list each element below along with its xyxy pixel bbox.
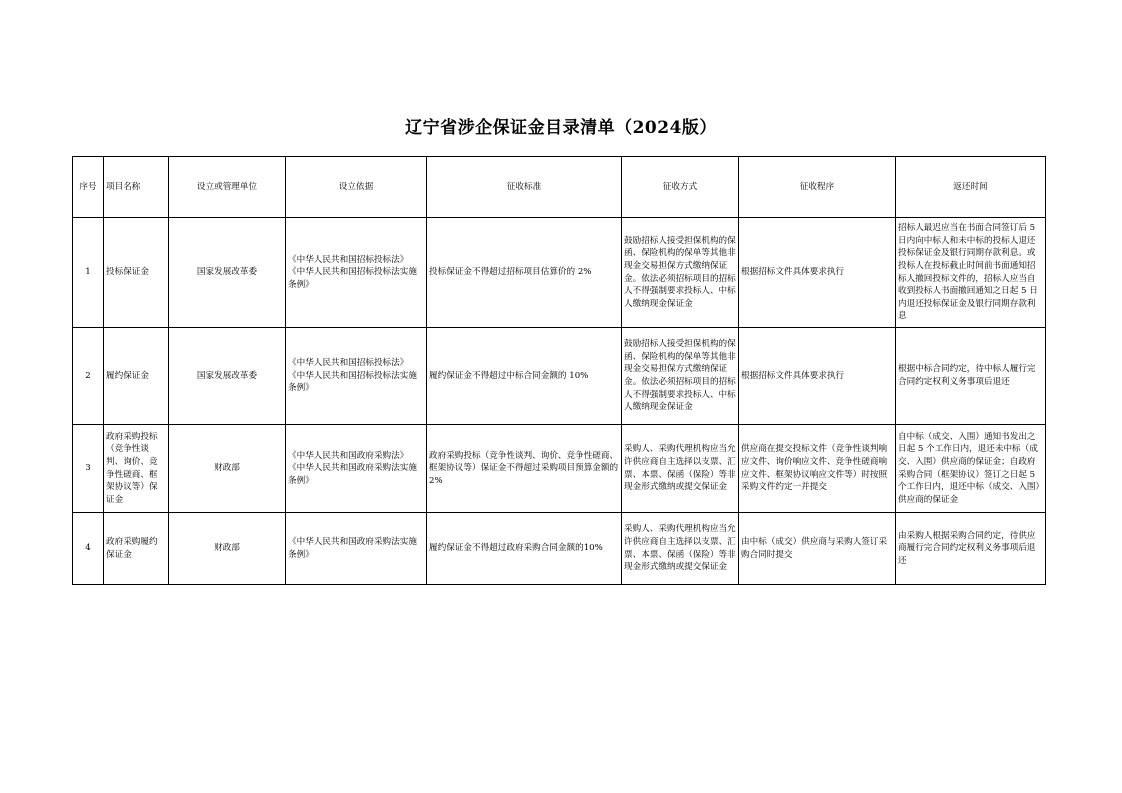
- cell-standard: 履约保证金不得超过中标合同金额的 10%: [427, 328, 622, 425]
- cell-basis: 《中华人民共和国招标投标法》 《中华人民共和国招标投标法实施条例》: [286, 218, 427, 328]
- cell-basis: 《中华人民共和国政府采购法实施条例》: [286, 513, 427, 585]
- cell-no: 2: [73, 328, 104, 425]
- cell-method: 鼓励招标人接受担保机构的保函、保险机构的保单等其他非现金交易担保方式缴纳保证金。依法必须招标项目的招标人不得强制要求投标人、中标人缴纳现金保证金: [622, 218, 739, 328]
- page-title: 辽宁省涉企保证金目录清单（2024版）: [405, 118, 717, 138]
- table-row: [73, 513, 1046, 585]
- cell-name: 政府采购投标（竞争性谈判、询价、竞争性磋商、框架协议等）保证金: [104, 425, 169, 513]
- header-cell-procedure: 征收程序: [739, 157, 896, 218]
- cell-refund: 根据中标合同约定，待中标人履行完合同约定权利义务事项后退还: [896, 328, 1046, 425]
- cell-unit: 财政部: [169, 513, 286, 585]
- header-cell-name: 项目名称: [104, 157, 169, 218]
- table-row: [73, 328, 1046, 425]
- header-cell-refund: 返还时间: [896, 157, 1046, 218]
- cell-procedure: 根据招标文件具体要求执行: [739, 218, 896, 328]
- header-cell-no: 序号: [73, 157, 104, 218]
- cell-standard: 投标保证金不得超过招标项目估算价的 2%: [427, 218, 622, 328]
- cell-name: 政府采购履约保证金: [104, 513, 169, 585]
- cell-method: 采购人、采购代理机构应当允许供应商自主选择以支票、汇票、本票、保函（保险）等非现金形式缴纳或提交保证金: [622, 513, 739, 585]
- header-cell-unit: 设立或管理单位: [169, 157, 286, 218]
- deposit-catalog-table: [72, 156, 1046, 585]
- cell-unit: 国家发展改革委: [169, 218, 286, 328]
- cell-unit: 国家发展改革委: [169, 328, 286, 425]
- cell-name: 投标保证金: [104, 218, 169, 328]
- cell-procedure: 由中标（成交）供应商与采购人签订采购合同时提交: [739, 513, 896, 585]
- cell-refund: 招标人最迟应当在书面合同签订后 5 日内向中标人和未中标的投标人退还投标保证金及银行同期存款利息。或投标人在投标截止时间前书面通知招标人撤回投标文件的，招标人应当自收到投标人书面撤回通知之日起 5 日内退还投标保证金及银行同期存款利息: [896, 218, 1046, 328]
- table-row: [73, 425, 1046, 513]
- cell-standard: 政府采购投标（竞争性谈判、询价、竞争性磋商、框架协议等）保证金不得超过采购项目预算金额的 2%: [427, 425, 622, 513]
- header-cell-method: 征收方式: [622, 157, 739, 218]
- cell-name: 履约保证金: [104, 328, 169, 425]
- table-row: [73, 218, 1046, 328]
- cell-basis: 《中华人民共和国招标投标法》 《中华人民共和国招标投标法实施条例》: [286, 328, 427, 425]
- cell-no: 4: [73, 513, 104, 585]
- cell-standard: 履约保证金不得超过政府采购合同金额的10%: [427, 513, 622, 585]
- header-cell-basis: 设立依据: [286, 157, 427, 218]
- cell-method: 鼓励招标人接受担保机构的保函、保险机构的保单等其他非现金交易担保方式缴纳保证金。依法必须招标项目的招标人不得强制要求投标人、中标人缴纳现金保证金: [622, 328, 739, 425]
- header-cell-standard: 征收标准: [427, 157, 622, 218]
- cell-procedure: 供应商在提交投标文件（竞争性谈判响应文件、询价响应文件、竞争性磋商响应文件、框架协议响应文件等）时按照采购文件约定一并提交: [739, 425, 896, 513]
- cell-refund: 由采购人根据采购合同约定，待供应商履行完合同约定权利义务事项后退还: [896, 513, 1046, 585]
- table-header-row: [73, 157, 1046, 218]
- cell-basis: 《中华人民共和国政府采购法》 《中华人民共和国政府采购法实施条例》: [286, 425, 427, 513]
- cell-procedure: 根据招标文件具体要求执行: [739, 328, 896, 425]
- cell-no: 1: [73, 218, 104, 328]
- cell-unit: 财政部: [169, 425, 286, 513]
- cell-method: 采购人、采购代理机构应当允许供应商自主选择以支票、汇票、本票、保函（保险）等非现金形式缴纳或提交保证金: [622, 425, 739, 513]
- cell-refund: 自中标（成交、入围）通知书发出之日起 5 个工作日内，退还未中标（成交、入围）供应商的保证金；自政府采购合同（框架协议）签订之日起 5 个工作日内，退还中标（成交、入围）供应商的保证金: [896, 425, 1046, 513]
- cell-no: 3: [73, 425, 104, 513]
